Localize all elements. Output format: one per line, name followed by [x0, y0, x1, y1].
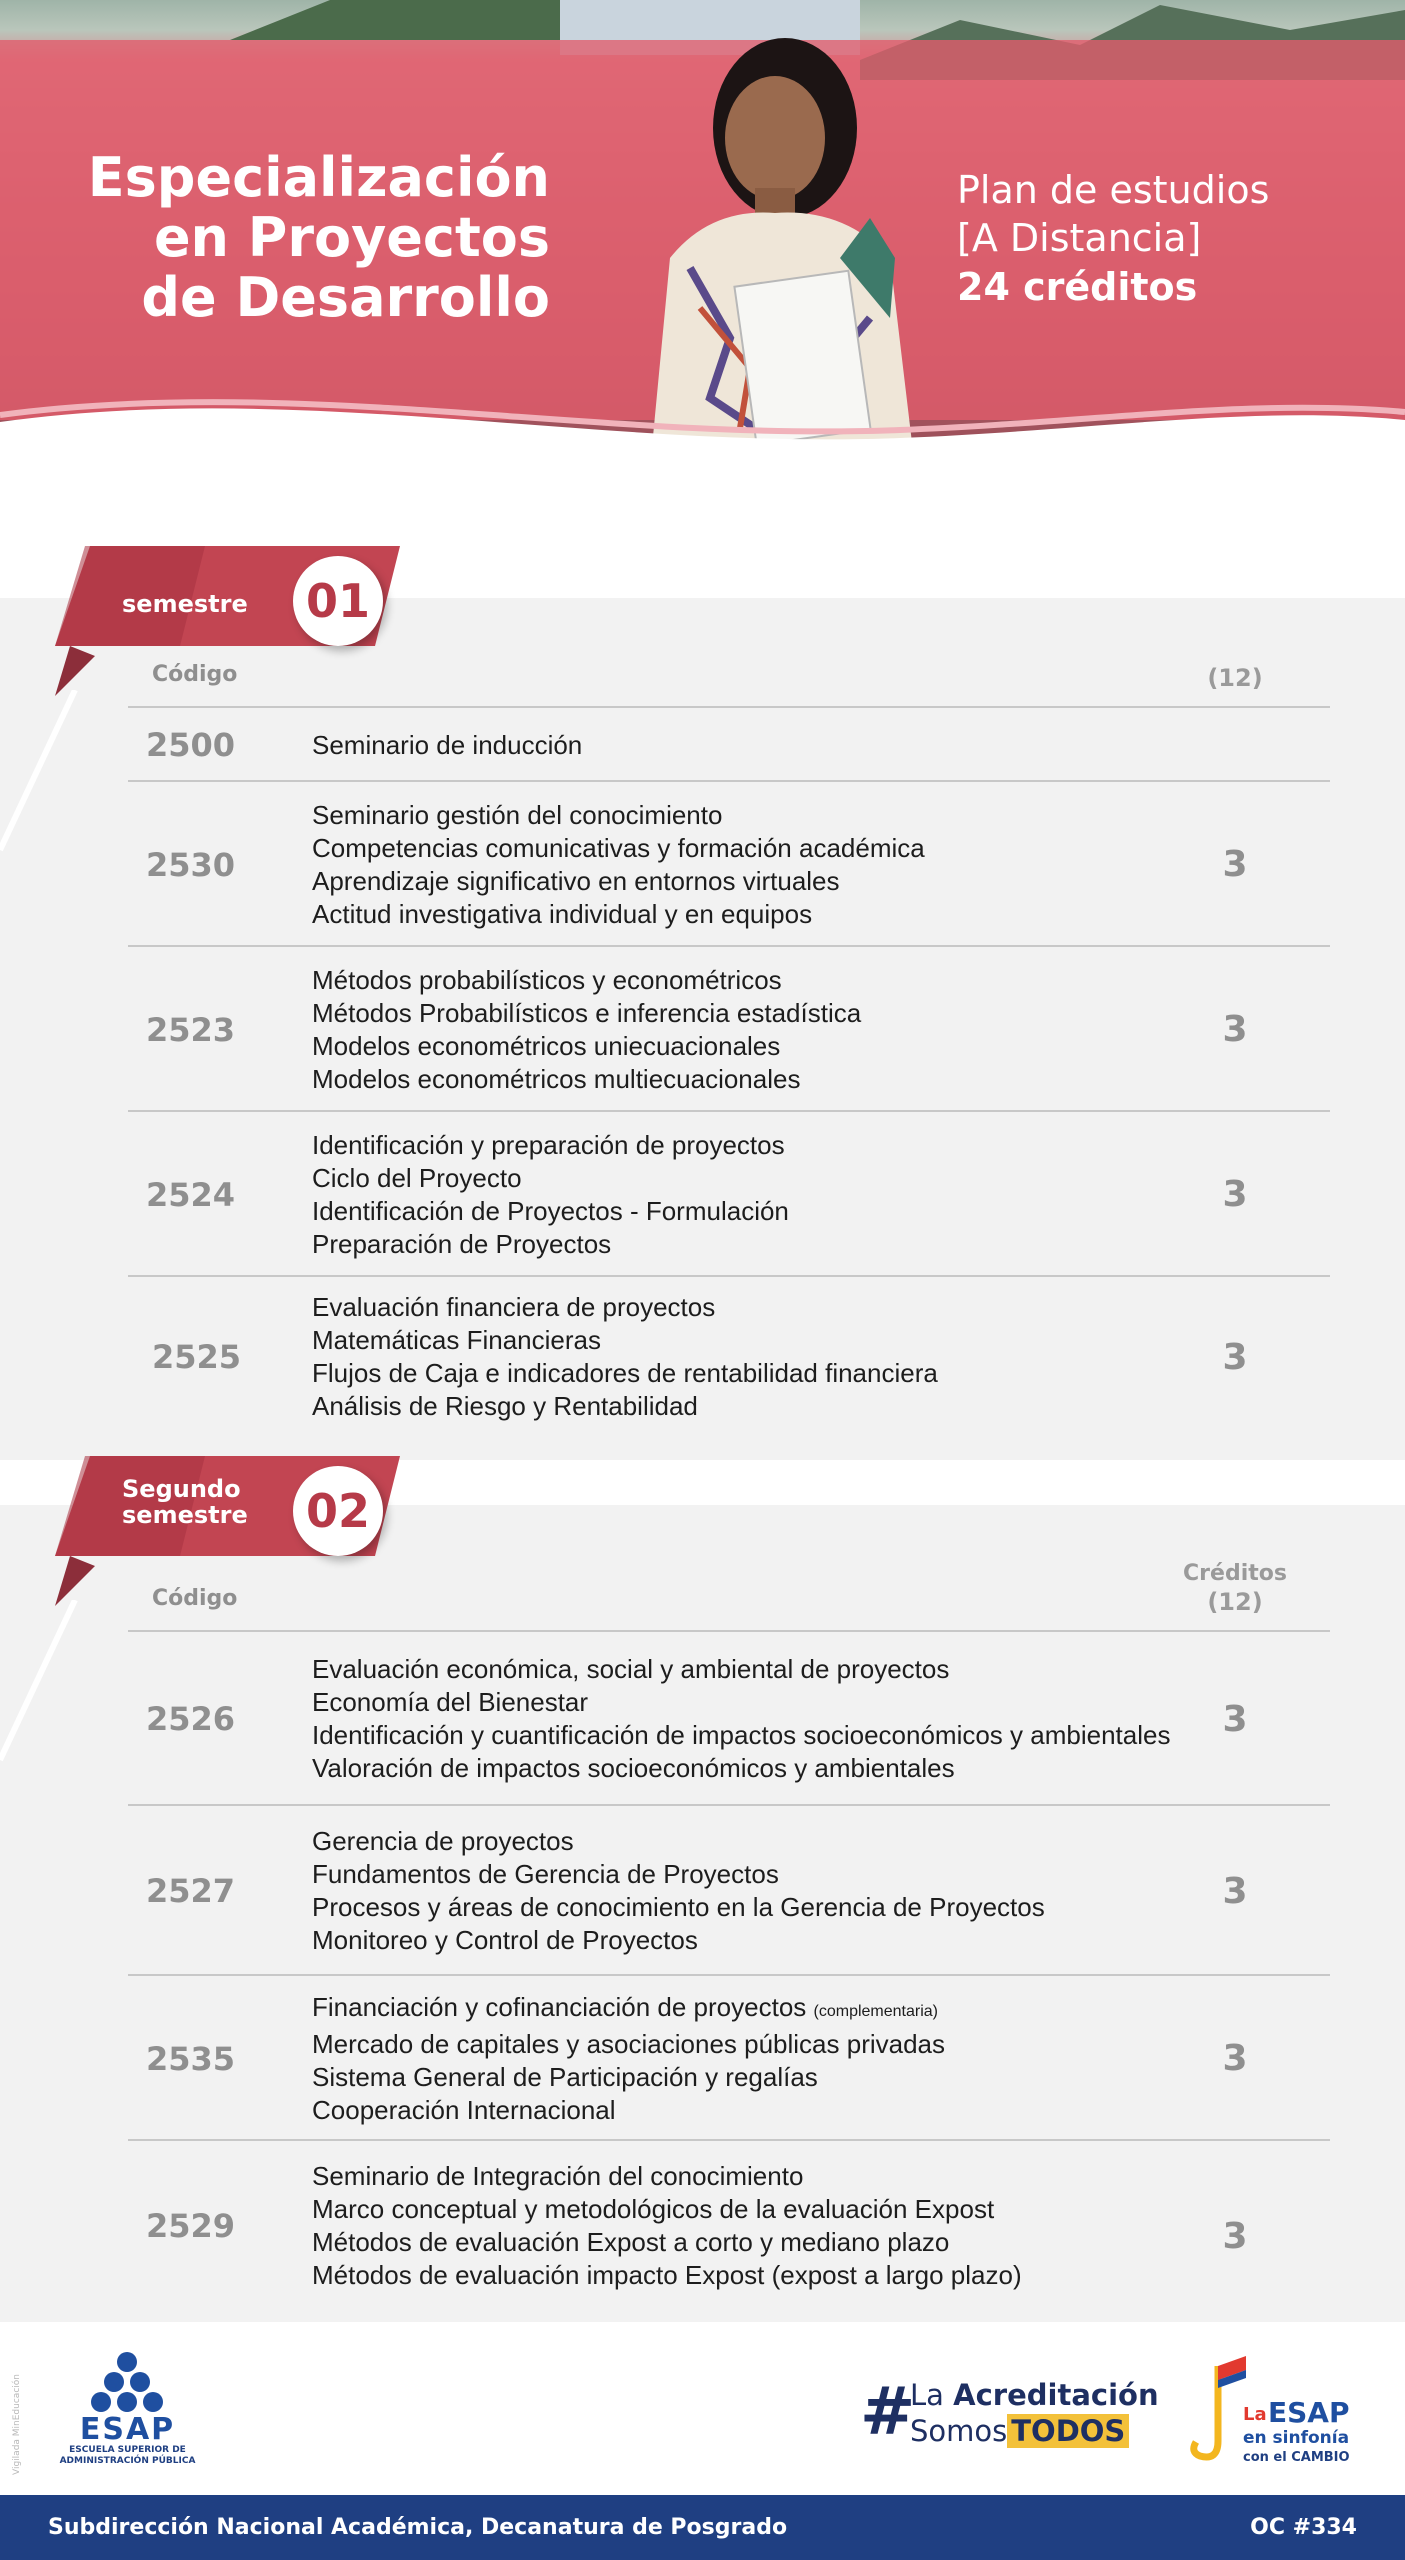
esap-wordmark: ESAP	[79, 2412, 176, 2447]
modality-label: [A Distancia]	[957, 216, 1202, 260]
music-note-icon	[1188, 2356, 1248, 2466]
sinfonia-esap: ESAP	[1268, 2396, 1350, 2429]
complementary-note: (complementaria)	[813, 2002, 938, 2020]
course-topics	[312, 1112, 789, 1277]
course-credits: 3	[1222, 2215, 1248, 2257]
title-line-3: de Desarrollo	[141, 266, 550, 329]
semester-1-number: 01	[293, 556, 383, 646]
esap-logo	[40, 2350, 215, 2480]
code-column-header: Código	[152, 662, 238, 687]
course-row	[128, 1806, 1330, 1976]
credits-header-total: (12)	[1207, 1588, 1263, 1616]
course-credits	[1160, 708, 1310, 782]
esap-logo-icon	[40, 2350, 215, 2420]
course-topic: Métodos Probabilísticos e inferencia estadística	[312, 997, 862, 1028]
course-title: Evaluación económica, social y ambiental de proyectos	[312, 1654, 950, 1684]
course-title: Seminario gestión del conocimiento	[312, 799, 723, 830]
course-title: Evaluación financiera de proyectos	[312, 1292, 716, 1322]
esap-fullname-line-2: ADMINISTRACIÓN PÚBLICA	[59, 2456, 196, 2466]
course-credits: 3	[1222, 844, 1248, 885]
course-topic: Matemáticas Financieras	[312, 1325, 601, 1355]
course-topics	[312, 1632, 1170, 1806]
course-credits: 3	[1222, 1698, 1248, 1740]
course-topic: Aprendizaje significativo en entornos virtuales	[312, 865, 840, 896]
course-topics	[312, 1277, 938, 1437]
course-topics	[312, 947, 861, 1112]
course-topic: Flujos de Caja e indicadores de rentabilidad financiera	[312, 1358, 938, 1388]
course-credits: 3	[1222, 1009, 1248, 1050]
course-topic: Fundamentos de Gerencia de Proyectos	[312, 1859, 779, 1889]
course-title: Métodos probabilísticos y econométricos	[312, 964, 782, 995]
plan-label: Plan de estudios	[957, 168, 1270, 212]
acreditacion-word: Acreditación	[953, 2378, 1159, 2412]
course-row	[128, 1277, 1330, 1437]
course-topic: Sistema General de Participación y regalías	[312, 2061, 818, 2092]
vigilada-text: Vigilada MinEducación	[12, 2374, 22, 2475]
esap-fullname-line-1: ESCUELA SUPERIOR DE	[69, 2445, 186, 2455]
program-title	[60, 148, 550, 328]
course-row	[128, 1976, 1330, 2141]
total-credits: 24 créditos	[957, 265, 1198, 309]
hero-banner	[0, 0, 1405, 500]
course-credits: 3	[1222, 1336, 1248, 1378]
bottom-bar	[0, 2495, 1405, 2560]
course-row	[128, 1112, 1330, 1277]
acreditacion-todos: TODOS	[1007, 2414, 1129, 2448]
hashtag-icon: #	[860, 2373, 916, 2450]
esap-sinfonia-logo	[1188, 2356, 1368, 2466]
course-row	[128, 708, 1330, 782]
title-line-1: Especialización	[87, 146, 550, 209]
sinfonia-en: en sinfonía	[1243, 2428, 1350, 2448]
course-code: 2525	[152, 1338, 242, 1376]
semester-2-tab	[55, 1456, 400, 1566]
course-topic: Valoración de impactos socioeconómicos y ambientales	[312, 1753, 955, 1783]
course-topic: Preparación de Proyectos	[312, 1228, 612, 1259]
course-credits: 3	[1222, 1174, 1248, 1215]
course-row	[128, 2141, 1330, 2311]
credits-column-header: (12)	[1207, 664, 1263, 692]
semester-2-header	[128, 1556, 1330, 1632]
course-topic: Métodos de evaluación impacto Expost (expost a largo plazo)	[312, 2260, 1022, 2290]
panel-1-accent-line	[0, 690, 80, 860]
semester-2-number: 02	[293, 1466, 383, 1556]
course-topic: Mercado de capitales y asociaciones públicas privadas	[312, 2028, 946, 2059]
course-code: 2530	[146, 845, 236, 884]
course-topics	[312, 1806, 1045, 1976]
course-code: 2523	[146, 1010, 236, 1049]
course-topic: Identificación y cuantificación de impactos socioeconómicos y ambientales	[312, 1720, 1171, 1750]
course-row	[128, 947, 1330, 1112]
course-topic: Procesos y áreas de conocimiento en la Gerencia de Proyectos	[312, 1892, 1045, 1922]
course-title: Seminario de inducción	[312, 729, 583, 760]
course-row	[128, 1632, 1330, 1806]
panel-2-accent-line	[0, 1600, 80, 1770]
semester-1-tab	[55, 546, 400, 656]
course-title: Identificación y preparación de proyectos	[312, 1129, 785, 1160]
document-code: OC #334	[1250, 2515, 1357, 2540]
sinfonia-la: La	[1243, 2404, 1267, 2425]
course-code: 2529	[146, 2207, 236, 2245]
course-code: 2535	[146, 2039, 236, 2078]
code-column-header: Código	[152, 1586, 238, 1611]
course-topics	[312, 1976, 945, 2141]
course-topic: Actitud investigativa individual y en equipos	[312, 898, 813, 929]
vigilada-note	[12, 2355, 26, 2475]
credits-column-header	[1160, 1560, 1310, 1616]
course-title: Seminario de Integración del conocimiento	[312, 2161, 804, 2191]
course-topic: Modelos econométricos uniecuacionales	[312, 1030, 781, 1061]
course-topic: Ciclo del Proyecto	[312, 1162, 522, 1193]
course-topic: Métodos de evaluación Expost a corto y mediano plazo	[312, 2227, 950, 2257]
course-title: Gerencia de proyectos	[312, 1826, 574, 1856]
esap-fullname	[40, 2445, 215, 2467]
acreditacion-line-2	[910, 2414, 1129, 2448]
course-topic: Competencias comunicativas y formación académica	[312, 832, 925, 863]
title-line-2: en Proyectos	[153, 206, 550, 269]
sinfonia-con: con el CAMBIO	[1243, 2450, 1350, 2465]
plan-summary	[957, 166, 1387, 312]
acreditacion-la: La	[910, 2378, 944, 2412]
semester-2-label-line-1: Segundo	[122, 1475, 241, 1503]
course-topics	[312, 782, 925, 947]
course-topic: Monitoreo y Control de Proyectos	[312, 1925, 698, 1955]
course-code: 2524	[146, 1175, 236, 1214]
course-credits: 3	[1222, 1870, 1248, 1912]
course-topic: Identificación de Proyectos - Formulación	[312, 1195, 789, 1226]
department-label: Subdirección Nacional Académica, Decanatura de Posgrado	[48, 2515, 788, 2540]
course-code: 2527	[146, 1872, 236, 1910]
course-topic: Cooperación Internacional	[312, 2094, 616, 2125]
acreditacion-logo	[860, 2373, 1160, 2450]
course-topic: Modelos econométricos multiecuacionales	[312, 1063, 801, 1094]
semester-1-label: semestre	[122, 590, 248, 618]
semester-1-header	[128, 652, 1330, 708]
course-topic: Marco conceptual y metodológicos de la evaluación Expost	[312, 2194, 995, 2224]
course-topics	[312, 708, 582, 782]
semester-2-label-line-2: semestre	[122, 1501, 248, 1529]
course-title	[312, 1991, 945, 2028]
semester-2-label	[122, 1476, 248, 1528]
course-code: 2500	[146, 726, 236, 764]
course-title-text: Financiación y cofinanciación de proyectos	[312, 1991, 807, 2022]
credits-header-label: Créditos	[1183, 1561, 1287, 1586]
course-topic: Análisis de Riesgo y Rentabilidad	[312, 1391, 698, 1421]
course-code: 2526	[146, 1700, 236, 1738]
course-credits: 3	[1222, 2038, 1248, 2079]
course-topics	[312, 2141, 1022, 2311]
acreditacion-line-1	[910, 2378, 1159, 2412]
course-row	[128, 782, 1330, 947]
hero-wave-divider	[0, 360, 1405, 500]
course-topic: Economía del Bienestar	[312, 1687, 589, 1717]
acreditacion-somos: Somos	[910, 2414, 1008, 2448]
